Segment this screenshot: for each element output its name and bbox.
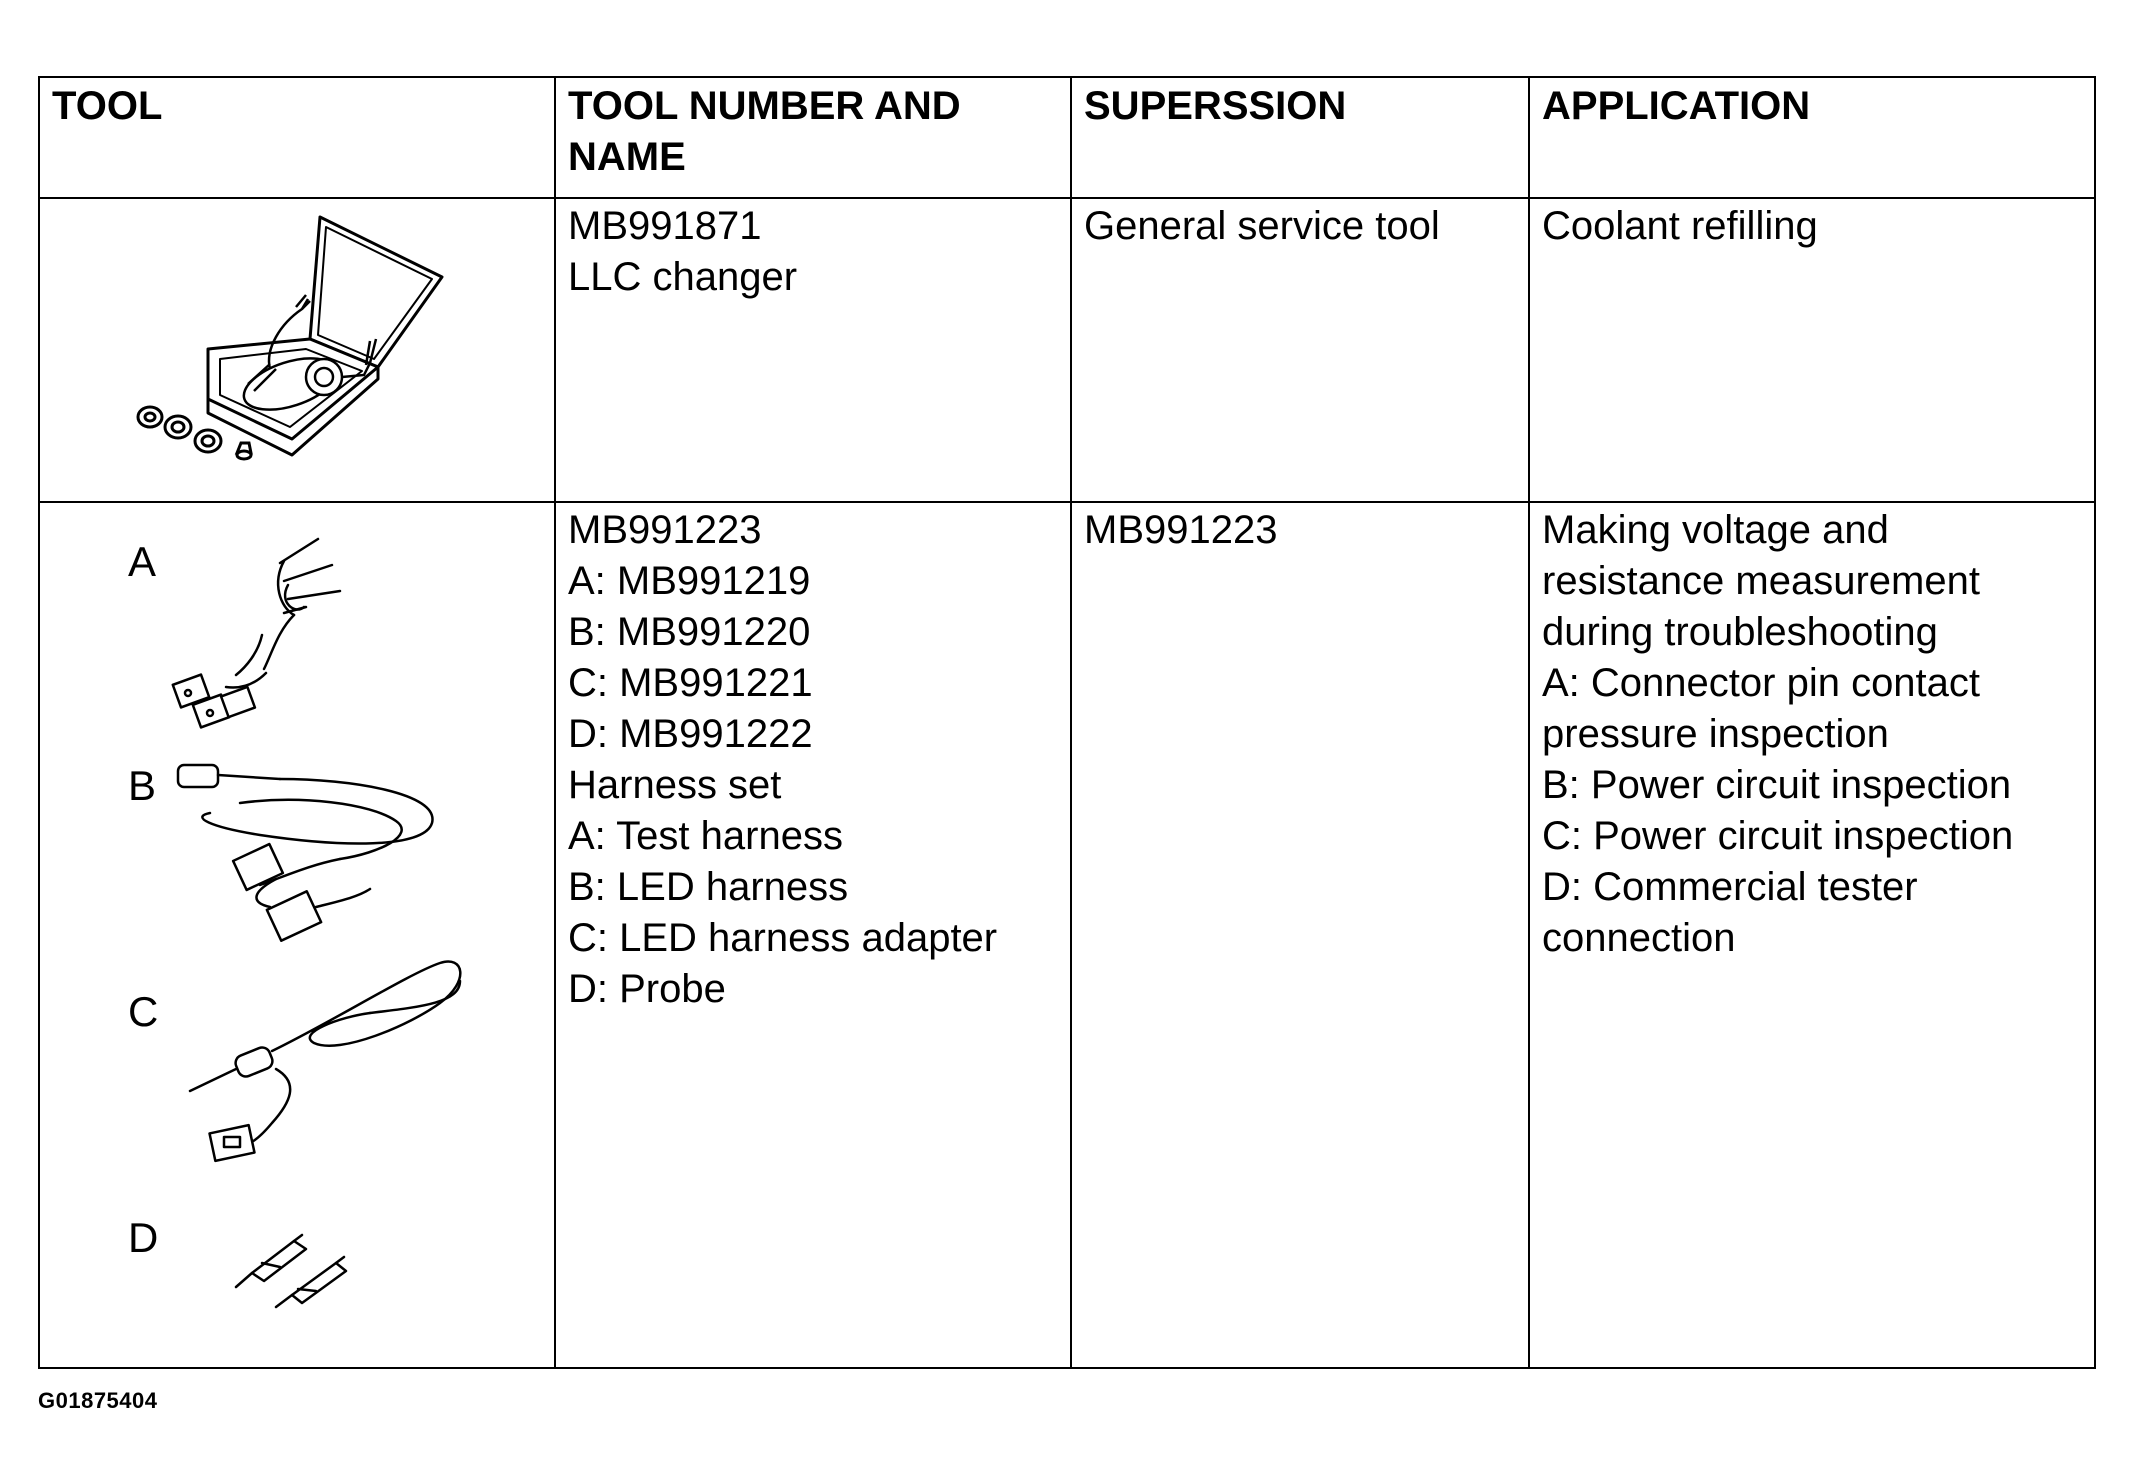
special-tools-table <box>38 76 2096 1369</box>
header-supersession: SUPERSSION <box>1071 77 1529 198</box>
supersession-cell: General service tool <box>1071 198 1529 502</box>
header-tool-number-and-name: TOOL NUMBER AND NAME <box>555 77 1071 198</box>
header-row <box>39 77 2095 198</box>
application-cell: Making voltage and resistance measurement during troubleshooting A: Connector pin contact pressure inspection B: Power circuit inspection C: Power circuit inspection D: Commercial tester connection <box>1529 502 2095 1368</box>
tool-image-cell <box>39 198 555 502</box>
header-tool: TOOL <box>39 77 555 198</box>
table-row <box>39 198 2095 502</box>
figure-code: G01875404 <box>38 1388 158 1413</box>
tool-letter-d: D <box>128 1214 159 1261</box>
table-row <box>39 502 2095 1368</box>
application-cell: Coolant refilling <box>1529 198 2095 502</box>
supersession-cell: MB991223 <box>1071 502 1529 1368</box>
tool-letter-c: C <box>128 988 159 1035</box>
header-application: APPLICATION <box>1529 77 2095 198</box>
tool-number-name-cell: MB991223 A: MB991219 B: MB991220 C: MB991221 D: MB991222 Harness set A: Test harness B: LED harness C: LED harness adapter D: Probe <box>555 502 1071 1368</box>
tool-letter-b: B <box>128 762 157 809</box>
llc-changer-kit-icon <box>40 199 556 499</box>
tool-number-name-cell: MB991871 LLC changer <box>555 198 1071 502</box>
tool-letter-a: A <box>128 538 157 585</box>
harness-set-icon <box>40 503 556 1365</box>
tool-image-cell <box>39 502 555 1368</box>
